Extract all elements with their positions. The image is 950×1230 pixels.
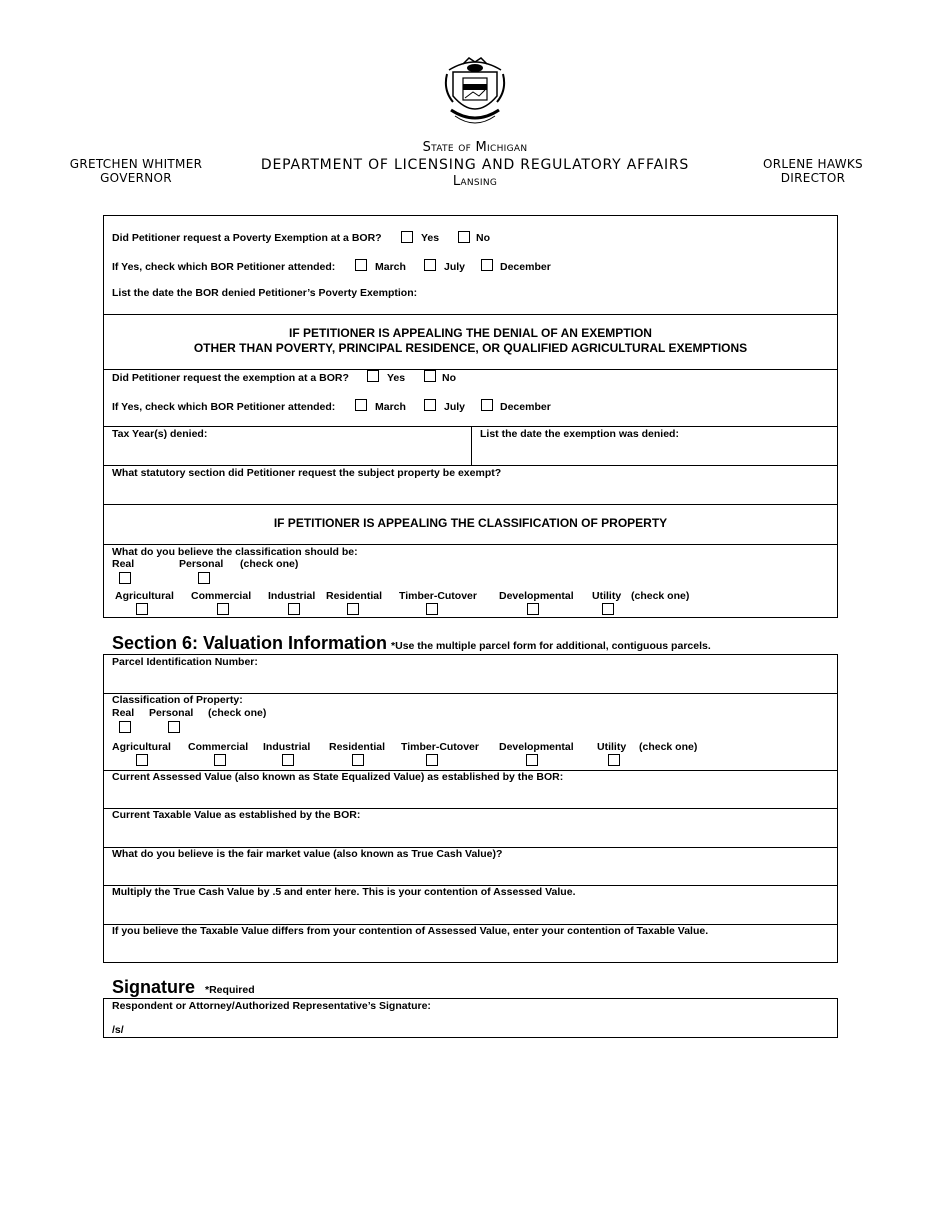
utility-checkbox[interactable]: [602, 603, 614, 615]
check-one-label: (check one): [240, 558, 299, 570]
developmental-checkbox[interactable]: [526, 754, 538, 766]
agricultural-checkbox[interactable]: [136, 754, 148, 766]
agricultural-label: Agricultural: [115, 590, 174, 602]
timber-cutover-checkbox[interactable]: [426, 754, 438, 766]
residential-label: Residential: [326, 590, 383, 602]
governor-title: GOVERNOR: [100, 171, 172, 185]
commercial-label: Commercial: [188, 741, 249, 753]
real-checkbox[interactable]: [119, 721, 131, 733]
exemption-bor-question: Did Petitioner request the exemption at a BOR?: [112, 372, 349, 384]
exemption-july-label: July: [444, 401, 466, 413]
valuation-box: [103, 654, 838, 963]
poverty-march-checkbox[interactable]: [355, 259, 367, 271]
signature-required-note: *Required: [205, 984, 255, 996]
divider: [104, 504, 837, 505]
residential-label: Residential: [329, 741, 386, 753]
director-block: [752, 157, 874, 185]
industrial-checkbox[interactable]: [282, 754, 294, 766]
personal-label: Personal: [149, 707, 194, 719]
divider: [104, 314, 837, 315]
governor-block: [60, 157, 212, 185]
classification-of-property-label: Classification of Property:: [112, 694, 243, 706]
taxable-value-label: Current Taxable Value as established by the BOR:: [112, 809, 361, 821]
commercial-label: Commercial: [191, 590, 252, 602]
section6-title: Section 6: Valuation Information: [112, 633, 388, 653]
divider: [471, 426, 472, 465]
agricultural-checkbox[interactable]: [136, 603, 148, 615]
check-one-label: (check one): [208, 707, 267, 719]
exemption-december-checkbox[interactable]: [481, 399, 493, 411]
agricultural-label: Agricultural: [112, 741, 171, 753]
personal-checkbox[interactable]: [168, 721, 180, 733]
industrial-label: Industrial: [263, 741, 311, 753]
timber-cutover-label: Timber-Cutover: [401, 741, 479, 753]
signature-box: [103, 998, 838, 1038]
real-label: Real: [112, 558, 135, 570]
exemption-no-label: No: [442, 372, 456, 384]
poverty-july-checkbox[interactable]: [424, 259, 436, 271]
personal-checkbox[interactable]: [198, 572, 210, 584]
section6-heading: [112, 633, 711, 654]
exemption-banner: [104, 326, 837, 356]
exemption-banner-line1: IF PETITIONER IS APPEALING THE DENIAL OF AN EXEMPTION: [289, 326, 652, 340]
poverty-bor-attended-question: If Yes, check which BOR Petitioner attended:: [112, 261, 336, 273]
parcel-id-label: Parcel Identification Number:: [112, 656, 258, 668]
fair-market-value-label: What do you believe is the fair market value (also known as True Cash Value)?: [112, 848, 503, 860]
check-one-label: (check one): [631, 590, 690, 602]
industrial-label: Industrial: [268, 590, 316, 602]
divider: [104, 544, 837, 545]
taxable-contention-label: If you believe the Taxable Value differs from your contention of Assessed Value, enter your contention of Taxable Value.: [112, 925, 709, 937]
exemption-bor-attended-question: If Yes, check which BOR Petitioner attended:: [112, 401, 336, 413]
tax-years-denied-label: Tax Year(s) denied:: [112, 428, 208, 440]
signature-field[interactable]: /s/: [112, 1024, 124, 1036]
developmental-label: Developmental: [499, 741, 574, 753]
commercial-checkbox[interactable]: [214, 754, 226, 766]
divider: [104, 465, 837, 466]
signature-label: Respondent or Attorney/Authorized Representative’s Signature:: [112, 1000, 431, 1012]
residential-checkbox[interactable]: [352, 754, 364, 766]
state-name: State of Michigan: [422, 140, 528, 155]
exemption-denied-date-label: List the date the exemption was denied:: [480, 428, 679, 440]
classification-question: What do you believe the classification should be:: [112, 546, 358, 558]
exemption-december-label: December: [500, 401, 551, 413]
exemption-yes-label: Yes: [387, 372, 406, 384]
residential-checkbox[interactable]: [347, 603, 359, 615]
governor-name: GRETCHEN WHITMER: [69, 157, 203, 171]
poverty-march-label: March: [375, 261, 406, 273]
poverty-bor-question: Did Petitioner request a Poverty Exemption at a BOR?: [112, 232, 382, 244]
utility-checkbox[interactable]: [608, 754, 620, 766]
utility-label: Utility: [597, 741, 627, 753]
commercial-checkbox[interactable]: [217, 603, 229, 615]
utility-label: Utility: [592, 590, 622, 602]
section6-note: *Use the multiple parcel form for additional, contiguous parcels.: [391, 640, 711, 652]
exemption-march-checkbox[interactable]: [355, 399, 367, 411]
exemption-banner-line2: OTHER THAN POVERTY, PRINCIPAL RESIDENCE, OR QUALIFIED AGRICULTURAL EXEMPTIONS: [193, 341, 748, 355]
exemption-no-checkbox[interactable]: [424, 370, 436, 382]
agency-block: [225, 140, 725, 190]
poverty-no-checkbox[interactable]: [458, 231, 470, 243]
poverty-july-label: July: [444, 261, 466, 273]
department-name: DEPARTMENT OF LICENSING AND REGULATORY AFFAIRS: [260, 157, 690, 173]
assessed-value-label: Current Assessed Value (also known as State Equalized Value) as established by the BOR:: [112, 771, 564, 783]
timber-cutover-label: Timber-Cutover: [399, 590, 477, 602]
real-checkbox[interactable]: [119, 572, 131, 584]
poverty-december-label: December: [500, 261, 551, 273]
exemption-july-checkbox[interactable]: [424, 399, 436, 411]
developmental-checkbox[interactable]: [527, 603, 539, 615]
timber-cutover-checkbox[interactable]: [426, 603, 438, 615]
divider: [104, 369, 837, 370]
personal-label: Personal: [179, 558, 224, 570]
signature-title: Signature: [112, 977, 196, 997]
city-name: Lansing: [452, 174, 498, 189]
poverty-yes-checkbox[interactable]: [401, 231, 413, 243]
poverty-no-label: No: [476, 232, 490, 244]
exemption-march-label: March: [375, 401, 406, 413]
real-label: Real: [112, 707, 135, 719]
appeal-details-box: [103, 215, 838, 618]
poverty-yes-label: Yes: [421, 232, 440, 244]
poverty-denied-date-label: List the date the BOR denied Petitioner’s Poverty Exemption:: [112, 287, 418, 299]
industrial-checkbox[interactable]: [288, 603, 300, 615]
statutory-section-question: What statutory section did Petitioner request the subject property be exempt?: [112, 467, 502, 479]
poverty-december-checkbox[interactable]: [481, 259, 493, 271]
developmental-label: Developmental: [499, 590, 574, 602]
director-title: DIRECTOR: [780, 171, 846, 185]
exemption-yes-checkbox[interactable]: [367, 370, 379, 382]
director-name: ORLENE HAWKS: [763, 157, 863, 171]
classification-banner: IF PETITIONER IS APPEALING THE CLASSIFICATION OF PROPERTY: [273, 516, 668, 530]
assessed-contention-label: Multiply the True Cash Value by .5 and enter here. This is your contention of Assessed Value.: [112, 886, 576, 898]
michigan-seal-logo: [443, 56, 507, 126]
check-one-label: (check one): [639, 741, 698, 753]
signature-heading: [112, 977, 255, 998]
